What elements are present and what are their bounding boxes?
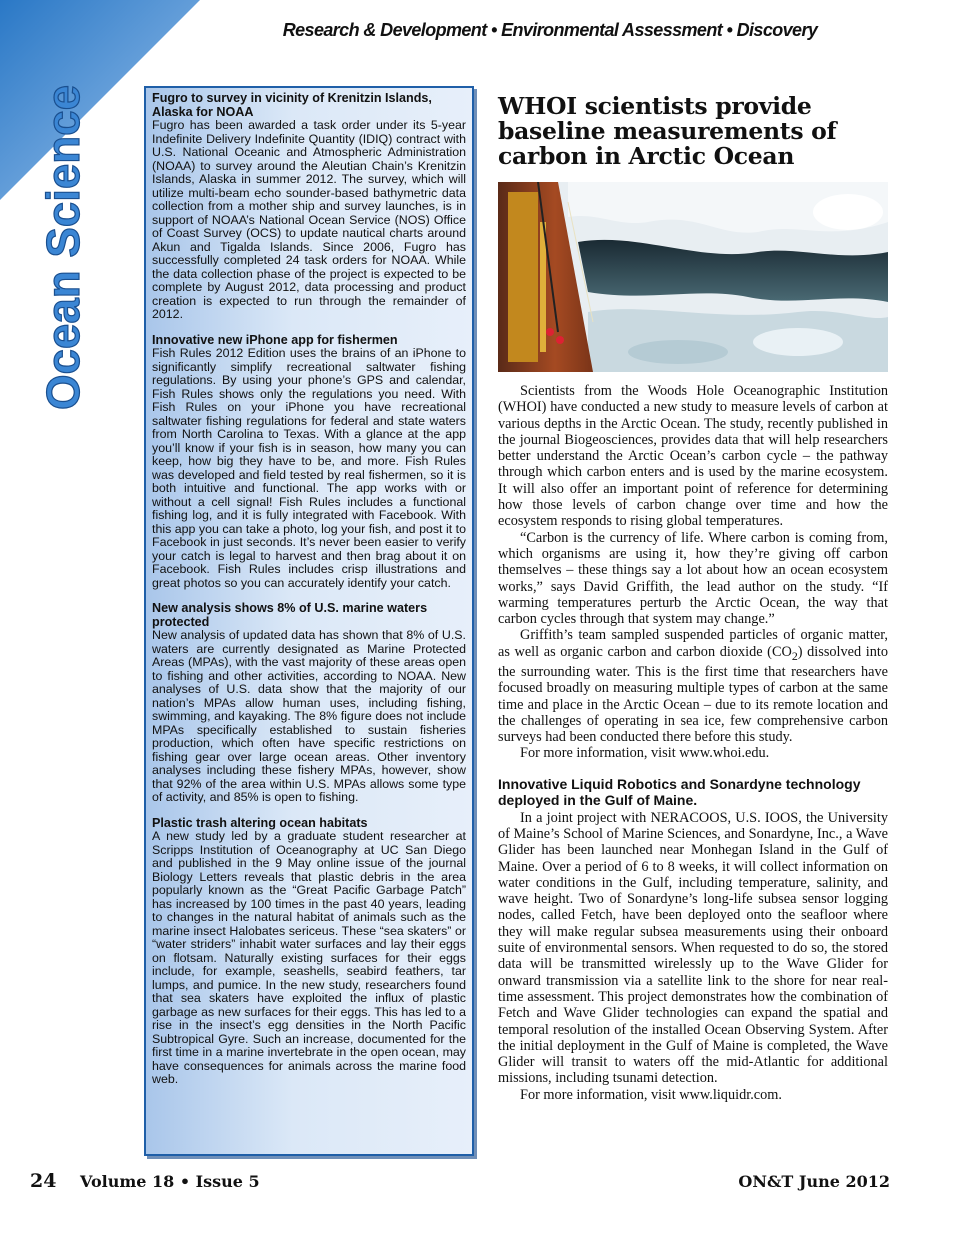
header-tagline: Research & Development • Environmental Assessment • Discovery [282, 20, 818, 40]
publication-date: ON&T June 2012 [738, 1172, 890, 1191]
article2-paragraph: In a joint project with NERACOOS, U.S. IOOS, the University of Maine’s School of Marine Sciences, and Sonardyne, Inc., a Wave Glider has been launched near Monhegan Island in the Gulf of Maine. Over a period of 6 to 8 weeks, it will collect information on water conditions in the Gulf, including temperature, salinity, and wave height. Two of Sonardyne’s long-life subsea sensor logging nodes, called Fetch, have been deployed onto the seafloor where they will make regular subsea measurements using their onboard suite of environmental sensors. When requested to do so, the stored data will be transmitted wirelessly up to the Wave Glider for onward transmission via a satellite link to the shore for near real-time assessment. This project demonstrates how the combination of Fetch and Wave Glider technologies can expand the spatial and temporal resolution of the installed Ocean Observing System. After the initial deployment in the Gulf of Maine is completed, the Wave Glider will transit to waters off the mid-Atlantic for additional missions, including tsunami detection. [498, 809, 888, 1087]
page-number: 24 [30, 1170, 57, 1192]
sidebar-item-text: New analysis of updated data has shown that 8% of U.S. waters are currently designated as Marine Protected Areas (MPAs), with the vast majority of these areas open to fishing and other activities, according to NOAA. New analyses of U.S. data show that the majority of our nation’s MPAs allow human uses, including fishing, swimming, and kayaking. The 8% figure does not include MPAs specifically established to sustain fisheries production, which often have specific restrictions on fishing gear over large ocean areas. Other inventory analyses including these fishery MPAs, however, show that 92% of the area within U.S. MPAs allows some type of activity, and 85% is open to fishing. [152, 628, 466, 804]
article-paragraph: Scientists from the Woods Hole Oceanographic Institution (WHOI) have conducted a new study to measure levels of carbon at various depths in the Arctic Ocean. The study, recently published in the journal Biogeosciences, provides data that will help researchers better understand the Arctic Ocean’s carbon cycle – the pathway through which carbon enters and is used by the marine ecosystem. It will also offer an important point of reference for determining how those levels of carbon change over time and how the ecosystem responds to rising global temperatures. [498, 383, 888, 530]
sidebar-item-text: Fish Rules 2012 Edition uses the brains of an iPhone to significantly simplify recreational saltwater fishing regulations. By using your phone’s GPS and calendar, Fish Rules shows only the regulations you need. With Fish Rules on your iPhone you have recreational saltwater fishing regulations for federal and state waters from North Carolina to Texas. With a glance at the app you’ll know if your fish is in season, how many you can keep, how big they have to be, and more. Fish Rules was developed and field tested by real fishermen, so it is both intuitive and functional. The app works with or without a cell signal! Fish Rules includes a functional fishing log, and it is fully integrated with Facebook. With this app you can take a photo, log your fish, and post it to Facebook in just seconds. It’s never been easier to verify your catch is legal to harvest and then brag about it on Facebook. Fish Rules includes crisp illustrations and great photos so you can accurately identify your catch. [152, 346, 466, 590]
news-sidebar [144, 86, 474, 1156]
sidebar-item-text: Fugro has been awarded a task order under its 5-year Indefinite Delivery Indefinite Quantity (IDIQ) contract with U.S. National Oceanic and Atmospheric Administration (NOAA) to survey around the Aleutian Chain’s Krenitzin Islands, Alaska in summer 2012. The survey, which will utilize multi-beam echo sounder-based bathymetric data collection from a mother ship and survey launches, is in support of NOAA’s National Ocean Service (NOS) Office of Coast Survey (OCS) to update nautical charts around Akun and Tigalda Islands. Since 2006, Fugro has successfully completed 24 task orders for NOAA. While the data collection phase of the project is expected to be complete by August 2012, data processing and product creation is expected to run through the remainder of 2012. [152, 118, 466, 321]
sidebar-item-title: Fugro to survey in vicinity of Krenitzin Islands, Alaska for NOAA [152, 91, 432, 119]
page-footer [30, 1170, 890, 1194]
article2-info-link-text: For more information, visit www.liquidr.com. [520, 1086, 782, 1103]
sidebar-item [152, 602, 466, 805]
article-info-link-text: For more information, visit www.whoi.edu. [520, 745, 770, 762]
article-headline: WHOI scientists provide baseline measurements of carbon in Arctic Ocean [498, 92, 837, 170]
volume-issue: Volume 18 • Issue 5 [80, 1172, 260, 1191]
sidebar-item-title: Innovative new iPhone app for fishermen [152, 332, 398, 347]
sidebar-item-title: New analysis shows 8% of U.S. marine waters protected [152, 601, 428, 629]
article-body [498, 383, 888, 1103]
article-text: ) dissolved into the surrounding water. This is the first time that researchers have focused broadly on measuring multiple types of carbon at the same time and place in the Arctic Ocean – due to its remote location and the challenges of operating in sea ice, few comprehensive carbon surveys had been conducted there before this study. [498, 643, 888, 746]
sidebar-item [152, 92, 466, 322]
section-title-text: Ocean Science [37, 82, 89, 410]
co2-subscript: 2 [791, 648, 798, 663]
article2-headline: Innovative Liquid Robotics and Sonardyne technology deployed in the Gulf of Maine. [498, 775, 861, 808]
sidebar-item [152, 334, 466, 591]
sidebar-item [152, 817, 466, 1087]
article-paragraph [498, 627, 888, 745]
sidebar-item-text: A new study led by a graduate student researcher at Scripps Institution of Oceanography at UC San Diego and published in the 9 May online issue of the journal Biology Letters reveals that plastic debris in the area popularly known as the “Great Pacific Garbage Patch” has increased by 100 times in the past 40 years, leading to changes in the natural habitat of animals such as the marine insect Halobates sericeus. These “sea skaters” or “water striders” inhabit water surfaces and lay their eggs on flotsam. Naturally existing surfaces for their eggs include, for example, seashells, seabird feathers, tar lumps, and pumice. In the new study, researchers found that sea skaters have exploited the influx of plastic garbage as new surfaces for their eggs. This has led to a rise in the insect’s egg densities in the North Pacific Subtropical Gyre. Such an increase, documented for the first time in a marine invertebrate in the open ocean, may have consequences for animals across the marine food web. [152, 829, 466, 1086]
article-text: Griffith’s team sampled suspended particles of organic matter, as well as organic carbon and carbon dioxide (CO [498, 627, 888, 660]
article-quote-paragraph: “Carbon is the currency of life. Where carbon is coming from, which organisms are using it, how they’re giving off carbon themselves – these things say a lot about how an ocean ecosystem works,” says David Griffith, the lead author on the study. “If warming temperatures perturb the Arctic Ocean, the way that carbon cycles through that system may change.” [498, 529, 888, 628]
sidebar-item-title: Plastic trash altering ocean habitats [152, 815, 368, 830]
arctic-ship-photo [498, 182, 888, 372]
section-title-vertical [35, 80, 95, 420]
